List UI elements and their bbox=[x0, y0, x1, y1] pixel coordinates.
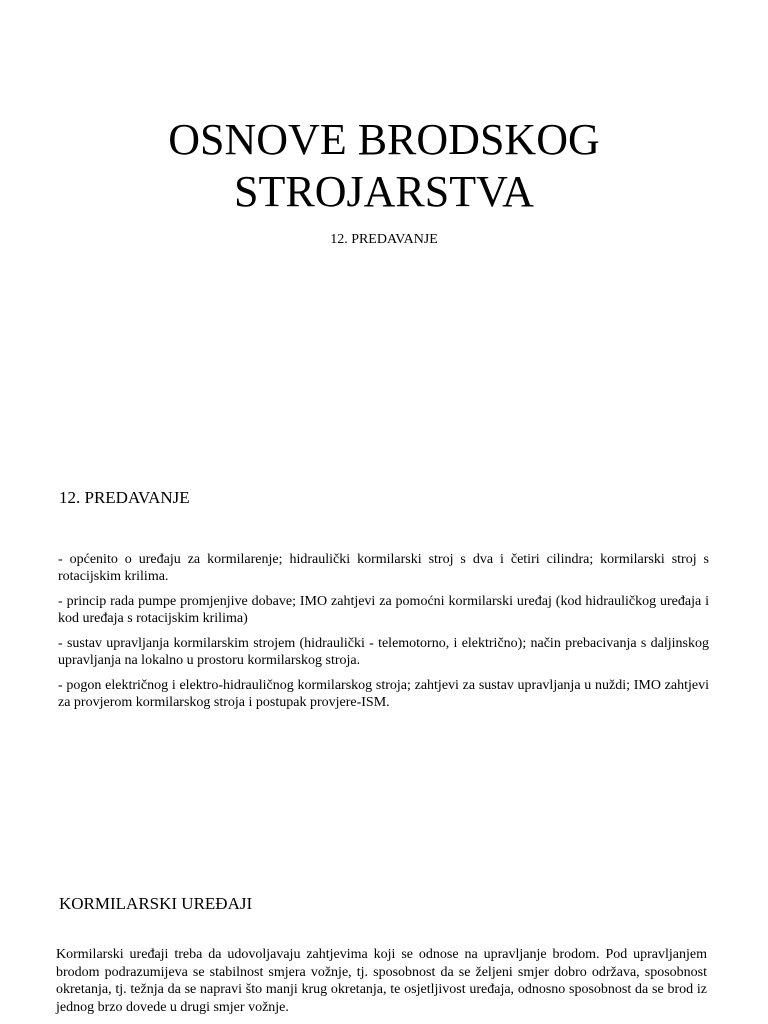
body-paragraph: Kormilarski uređaji treba da udovoljavaju zahtjevima koji se odnose na upravljanje brodom. Pod upravljanjem brodom podrazumijeva se stabilnost smjera vožnje, tj. sposobnost da se željeni smjer dobro održava, sposobnost okretanja, tj. težnja da se napravi što manji krug okretanja, te osjetljivost uređaja, odnosno sposobnost da se brod iz jednog brzo dovede u drugi smjer vožnje. bbox=[56, 947, 707, 1015]
list-item: - općenito o uređaju za kormilarenje; hidraulički kormilarski stroj s dva i četiri cilindra; kormilarski stroj s rotacijskim krilima. bbox=[58, 552, 709, 584]
section-heading-kormilarski-uredaji: KORMILARSKI UREĐAJI bbox=[59, 894, 253, 913]
page-title-line-1: OSNOVE BRODSKOG bbox=[168, 115, 600, 164]
list-item: - princip rada pumpe promjenjive dobave; IMO zahtjevi za pomoćni kormilarski uređaj (kod hidrauličkog uređaja i kod uređaja s rotacijskim krilima) bbox=[58, 594, 709, 626]
page-title bbox=[0, 114, 768, 218]
list-item: - sustav upravljanja kormilarskim strojem (hidraulički - telemotorno, i električno); način prebacivanja s daljinskog upravljanja na lokalno u prostoru kormilarskog stroja. bbox=[58, 636, 709, 668]
topic-list bbox=[58, 551, 709, 719]
page-subtitle: 12. PREDAVANJE bbox=[330, 232, 438, 247]
page-title-line-2: STROJARSTVA bbox=[234, 167, 534, 216]
list-item: - pogon električnog i elektro-hidrauličnog kormilarskog stroja; zahtjevi za sustav upravljanja u nuždi; IMO zahtjevi za provjerom kormilarskog stroja i postupak provjere-ISM. bbox=[58, 678, 709, 710]
section-heading-predavanje: 12. PREDAVANJE bbox=[59, 488, 190, 507]
